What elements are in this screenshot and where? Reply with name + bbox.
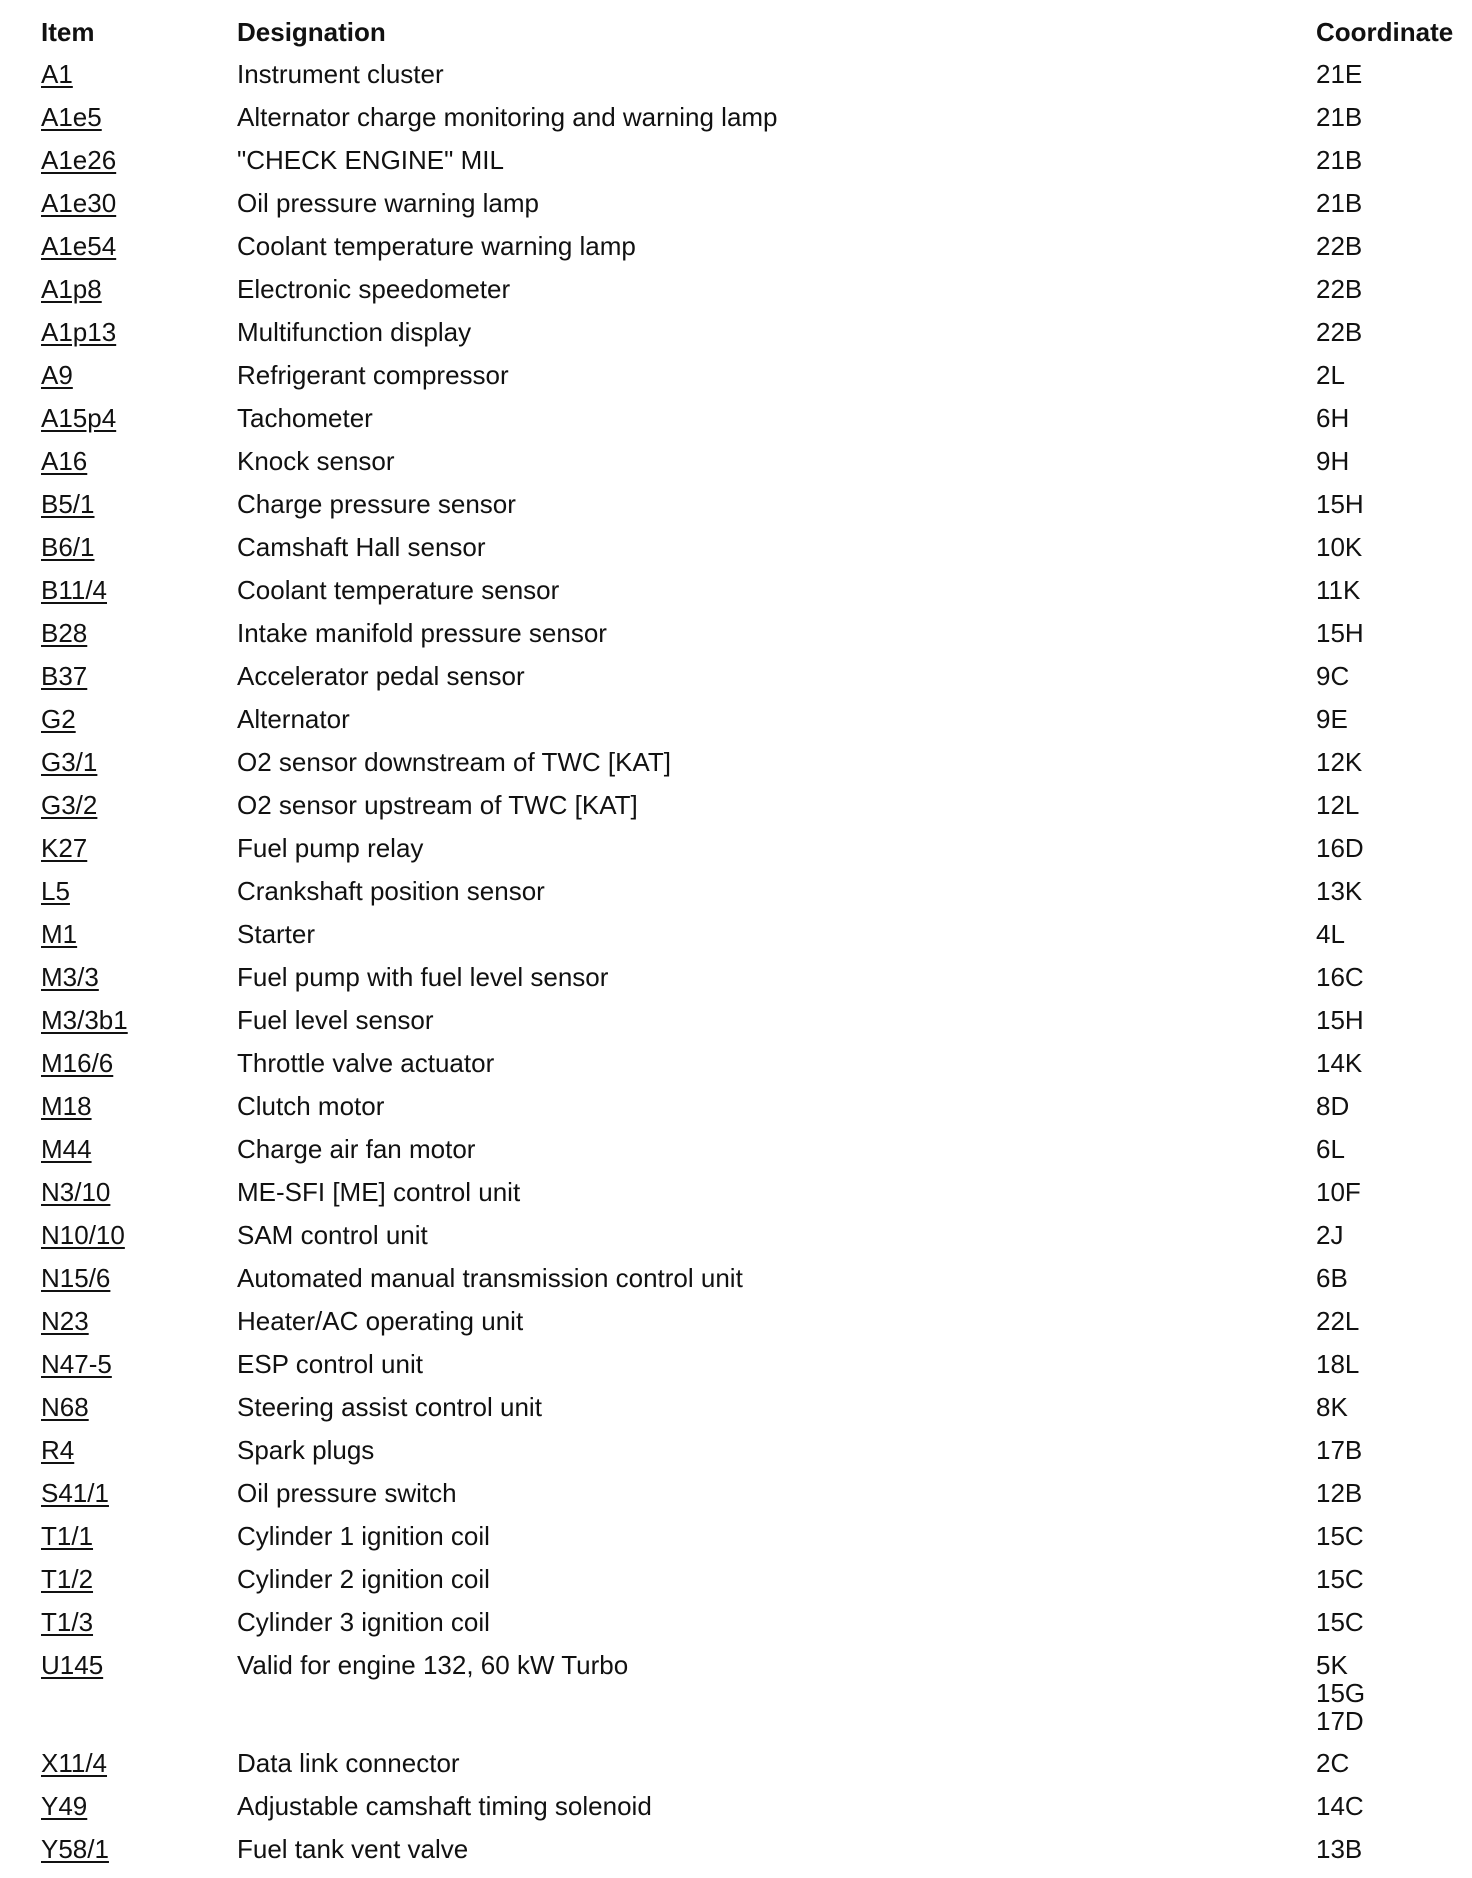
item-link[interactable]: A1e30 (41, 188, 117, 218)
table-row (41, 60, 1451, 103)
item-cell (41, 275, 237, 303)
item-cell (41, 1792, 237, 1820)
item-cell (41, 60, 237, 88)
designation-cell: O2 sensor upstream of TWC [KAT] (237, 790, 638, 820)
item-link[interactable]: X11/4 (41, 1748, 108, 1778)
coordinate-cell (1316, 576, 1451, 604)
table-row (41, 1350, 1451, 1393)
coordinate-value: 17B (1316, 1435, 1363, 1465)
designation-cell: Throttle valve actuator (237, 1048, 495, 1078)
designation-cell: Coolant temperature warning lamp (237, 231, 636, 261)
table-row (41, 1835, 1451, 1878)
coordinate-cell (1316, 146, 1451, 174)
item-link[interactable]: A15p4 (41, 403, 117, 433)
coordinate-value: 8K (1316, 1392, 1348, 1422)
item-cell (41, 361, 237, 389)
item-link[interactable]: U145 (41, 1650, 104, 1680)
item-link[interactable]: M16/6 (41, 1048, 114, 1078)
coordinate-cell (1316, 1522, 1451, 1550)
table-row (41, 1393, 1451, 1436)
item-cell (41, 318, 237, 346)
item-link[interactable]: G3/2 (41, 790, 98, 820)
table-row (41, 189, 1451, 232)
item-link[interactable]: N3/10 (41, 1177, 111, 1207)
item-cell (41, 1436, 237, 1464)
item-cell (41, 1135, 237, 1163)
item-cell (41, 1835, 237, 1863)
designation-cell: Tachometer (237, 403, 373, 433)
designation-cell: Valid for engine 132, 60 kW Turbo (237, 1650, 629, 1680)
item-cell (41, 1049, 237, 1077)
item-cell (41, 1565, 237, 1593)
coordinate-cell (1316, 1608, 1451, 1636)
coordinate-cell (1316, 1092, 1451, 1120)
designation-cell: Alternator charge monitoring and warning lamp (237, 102, 778, 132)
coordinate-value: 15C (1316, 1607, 1364, 1637)
item-link[interactable]: A1e26 (41, 145, 117, 175)
item-cell (41, 1651, 237, 1679)
coordinate-cell (1316, 232, 1451, 260)
coordinate-cell (1316, 404, 1451, 432)
table-row (41, 748, 1451, 791)
table-row (41, 447, 1451, 490)
coordinate-cell (1316, 1792, 1451, 1820)
coordinate-value: 10F (1316, 1177, 1361, 1207)
designation-cell: Oil pressure switch (237, 1478, 457, 1508)
designation-cell: SAM control unit (237, 1220, 428, 1250)
designation-cell: Clutch motor (237, 1091, 385, 1121)
item-cell (41, 877, 237, 905)
coordinate-value: 15H (1316, 1005, 1364, 1035)
designation-cell: Knock sensor (237, 446, 395, 476)
item-link[interactable]: M44 (41, 1134, 92, 1164)
coordinate-value: 21B (1316, 102, 1363, 132)
item-cell (41, 1006, 237, 1034)
coordinate-cell (1316, 1006, 1451, 1034)
designation-cell: ME-SFI [ME] control unit (237, 1177, 521, 1207)
designation-cell: Charge pressure sensor (237, 489, 516, 519)
coordinate-value: 17D (1316, 1706, 1364, 1736)
item-cell (41, 1749, 237, 1777)
header-designation: Designation (237, 17, 386, 47)
header-item: Item (41, 17, 95, 47)
coordinate-cell (1316, 490, 1451, 518)
designation-cell: Steering assist control unit (237, 1392, 542, 1422)
table-row (41, 619, 1451, 662)
item-cell (41, 1221, 237, 1249)
coordinate-cell (1316, 1307, 1451, 1335)
item-cell (41, 404, 237, 432)
coordinate-value: 21B (1316, 188, 1363, 218)
designation-cell: Accelerator pedal sensor (237, 661, 525, 691)
coordinate-value: 11K (1316, 575, 1361, 605)
coordinate-value: 2L (1316, 360, 1345, 390)
coordinate-value: 8D (1316, 1091, 1350, 1121)
coordinate-value: 6L (1316, 1134, 1345, 1164)
item-link[interactable]: S41/1 (41, 1478, 109, 1508)
item-cell (41, 1178, 237, 1206)
item-cell (41, 189, 237, 217)
coordinate-value: 12L (1316, 790, 1360, 820)
item-cell (41, 1522, 237, 1550)
coordinate-value: 21E (1316, 59, 1363, 89)
coordinate-cell (1316, 1178, 1451, 1206)
designation-cell: "CHECK ENGINE" MIL (237, 145, 504, 175)
table-row (41, 490, 1451, 533)
item-cell (41, 146, 237, 174)
item-cell (41, 705, 237, 733)
designation-cell: Instrument cluster (237, 59, 444, 89)
table-row (41, 1608, 1451, 1651)
item-cell (41, 103, 237, 131)
item-link[interactable]: T1/2 (41, 1564, 94, 1594)
coordinate-cell (1316, 748, 1451, 776)
coordinate-value: 15H (1316, 618, 1364, 648)
coordinate-cell (1316, 1436, 1451, 1464)
coordinate-value: 10K (1316, 532, 1363, 562)
table-row (41, 1135, 1451, 1178)
coordinate-value: 9E (1316, 704, 1348, 734)
item-cell (41, 791, 237, 819)
item-cell (41, 1393, 237, 1421)
item-cell (41, 533, 237, 561)
item-cell (41, 447, 237, 475)
item-link[interactable]: B11/4 (41, 575, 108, 605)
table-row (41, 1749, 1451, 1792)
coordinate-cell (1316, 1835, 1451, 1863)
item-link[interactable]: N23 (41, 1306, 89, 1336)
item-link[interactable]: M18 (41, 1091, 92, 1121)
coordinate-value: 6H (1316, 403, 1350, 433)
item-cell (41, 232, 237, 260)
coordinate-cell (1316, 318, 1451, 346)
designation-cell: Spark plugs (237, 1435, 375, 1465)
table-row (41, 404, 1451, 447)
coordinate-cell (1316, 447, 1451, 475)
item-cell (41, 748, 237, 776)
designation-cell: Cylinder 2 ignition coil (237, 1564, 490, 1594)
item-cell (41, 662, 237, 690)
table-row (41, 705, 1451, 748)
item-link[interactable]: A1 (41, 59, 73, 89)
designation-cell: Coolant temperature sensor (237, 575, 560, 605)
table-row (41, 920, 1451, 963)
item-link[interactable]: R4 (41, 1435, 75, 1465)
coordinate-cell (1316, 1135, 1451, 1163)
item-link[interactable]: A1p8 (41, 274, 102, 304)
designation-cell: Fuel tank vent valve (237, 1834, 469, 1864)
coordinate-value: 15C (1316, 1521, 1364, 1551)
designation-cell: Data link connector (237, 1748, 460, 1778)
coordinate-value: 15G (1316, 1678, 1366, 1708)
item-link[interactable]: G3/1 (41, 747, 98, 777)
item-cell (41, 1307, 237, 1335)
coordinate-cell (1316, 1749, 1451, 1777)
designation-cell: Crankshaft position sensor (237, 876, 545, 906)
item-link[interactable]: B5/1 (41, 489, 95, 519)
designation-cell: Cylinder 3 ignition coil (237, 1607, 490, 1637)
coordinate-value: 22B (1316, 231, 1363, 261)
table-row (41, 576, 1451, 619)
coordinate-value: 16C (1316, 962, 1364, 992)
item-link[interactable]: M3/3 (41, 962, 99, 992)
designation-cell: Refrigerant compressor (237, 360, 509, 390)
table-row (41, 1264, 1451, 1307)
coordinate-value: 14K (1316, 1048, 1363, 1078)
coordinate-cell (1316, 834, 1451, 862)
item-cell (41, 1479, 237, 1507)
table-row (41, 1522, 1451, 1565)
coordinate-value: 16D (1316, 833, 1364, 863)
designation-cell: O2 sensor downstream of TWC [KAT] (237, 747, 671, 777)
item-cell (41, 963, 237, 991)
coordinate-cell (1316, 619, 1451, 647)
coordinate-value: 22B (1316, 274, 1363, 304)
designation-cell: Starter (237, 919, 316, 949)
coordinate-value: 15C (1316, 1564, 1364, 1594)
table-row (41, 834, 1451, 877)
table-row (41, 1221, 1451, 1264)
coordinate-value: 2C (1316, 1748, 1350, 1778)
designation-cell: Fuel pump relay (237, 833, 424, 863)
designation-cell: Oil pressure warning lamp (237, 188, 540, 218)
item-link[interactable]: Y58/1 (41, 1834, 109, 1864)
component-legend-table (41, 17, 1454, 1878)
coordinate-cell (1316, 1479, 1451, 1507)
table-row (41, 103, 1451, 146)
table-row (41, 1792, 1451, 1835)
coordinate-cell (1316, 1049, 1451, 1077)
table-row (41, 1307, 1451, 1350)
designation-cell: Automated manual transmission control unit (237, 1263, 743, 1293)
item-link[interactable]: N47-5 (41, 1349, 112, 1379)
coordinate-value: 14C (1316, 1791, 1364, 1821)
item-link[interactable]: N68 (41, 1392, 89, 1422)
item-link[interactable]: L5 (41, 876, 70, 906)
table-row (41, 275, 1451, 318)
item-cell (41, 920, 237, 948)
designation-cell: Heater/AC operating unit (237, 1306, 524, 1336)
coordinate-cell (1316, 1565, 1451, 1593)
table-row (41, 1178, 1451, 1221)
designation-cell: Intake manifold pressure sensor (237, 618, 607, 648)
table-row (41, 963, 1451, 1006)
table-row (41, 1565, 1451, 1608)
table-row (41, 361, 1451, 404)
header-coordinate: Coordinate (1316, 17, 1454, 47)
coordinate-cell (1316, 662, 1451, 690)
coordinate-cell (1316, 1350, 1451, 1378)
item-cell (41, 1264, 237, 1292)
table-body (41, 60, 1451, 1878)
coordinate-cell (1316, 877, 1451, 905)
table-row (41, 1651, 1451, 1749)
coordinate-cell (1316, 275, 1451, 303)
item-link[interactable]: B28 (41, 618, 88, 648)
coordinate-cell (1316, 361, 1451, 389)
coordinate-cell (1316, 1393, 1451, 1421)
designation-cell: Adjustable camshaft timing solenoid (237, 1791, 652, 1821)
table-row (41, 1479, 1451, 1522)
table-row (41, 1006, 1451, 1049)
coordinate-cell (1316, 920, 1451, 948)
item-link[interactable]: N10/10 (41, 1220, 125, 1250)
item-link[interactable]: A1e54 (41, 231, 117, 261)
item-link[interactable]: A1p13 (41, 317, 117, 347)
coordinate-cell (1316, 1264, 1451, 1292)
coordinate-value: 15H (1316, 489, 1364, 519)
table-row (41, 1092, 1451, 1135)
designation-cell: Alternator (237, 704, 350, 734)
designation-cell: Multifunction display (237, 317, 472, 347)
coordinate-cell (1316, 189, 1451, 217)
item-cell (41, 619, 237, 647)
item-link[interactable]: B37 (41, 661, 88, 691)
table-header (41, 17, 1454, 60)
item-link[interactable]: G2 (41, 704, 76, 734)
table-row (41, 1049, 1451, 1092)
item-cell (41, 490, 237, 518)
item-cell (41, 1350, 237, 1378)
table-row (41, 146, 1451, 189)
coordinate-value: 6B (1316, 1263, 1348, 1293)
item-link[interactable]: A9 (41, 360, 73, 390)
coordinate-value: 18L (1316, 1349, 1360, 1379)
table-row (41, 318, 1451, 361)
table-row (41, 1436, 1451, 1479)
designation-cell: Charge air fan motor (237, 1134, 476, 1164)
coordinate-value: 9C (1316, 661, 1350, 691)
coordinate-cell (1316, 963, 1451, 991)
table-row (41, 662, 1451, 705)
item-link[interactable]: T1/3 (41, 1607, 94, 1637)
table-row (41, 791, 1451, 834)
coordinate-cell (1316, 1221, 1451, 1249)
item-cell (41, 834, 237, 862)
item-link[interactable]: Y49 (41, 1791, 88, 1821)
coordinate-value: 9H (1316, 446, 1350, 476)
designation-cell: Electronic speedometer (237, 274, 511, 304)
designation-cell: Fuel pump with fuel level sensor (237, 962, 609, 992)
coordinate-cell (1316, 60, 1451, 88)
item-link[interactable]: T1/1 (41, 1521, 94, 1551)
item-link[interactable]: B6/1 (41, 532, 95, 562)
table-row (41, 232, 1451, 275)
item-link[interactable]: N15/6 (41, 1263, 111, 1293)
coordinate-value: 5K (1316, 1650, 1348, 1680)
coordinate-value: 12K (1316, 747, 1363, 777)
item-link[interactable]: A1e5 (41, 102, 102, 132)
coordinate-value: 2J (1316, 1220, 1344, 1250)
item-link[interactable]: M3/3b1 (41, 1005, 128, 1035)
item-link[interactable]: M1 (41, 919, 78, 949)
coordinate-value: 12B (1316, 1478, 1363, 1508)
designation-cell: ESP control unit (237, 1349, 423, 1379)
coordinate-cell (1316, 103, 1451, 131)
item-link[interactable]: K27 (41, 833, 88, 863)
coordinate-cell (1316, 791, 1451, 819)
coordinate-value: 22B (1316, 317, 1363, 347)
coordinate-value: 22L (1316, 1306, 1360, 1336)
item-cell (41, 1608, 237, 1636)
coordinate-value: 4L (1316, 919, 1345, 949)
coordinate-cell (1316, 533, 1451, 561)
designation-cell: Fuel level sensor (237, 1005, 434, 1035)
item-cell (41, 576, 237, 604)
item-cell (41, 1092, 237, 1120)
coordinate-value: 21B (1316, 145, 1363, 175)
table-row (41, 533, 1451, 576)
coordinate-value: 13K (1316, 876, 1363, 906)
coordinate-cell (1316, 1651, 1451, 1735)
coordinate-value: 13B (1316, 1834, 1363, 1864)
table-row (41, 877, 1451, 920)
designation-cell: Camshaft Hall sensor (237, 532, 486, 562)
designation-cell: Cylinder 1 ignition coil (237, 1521, 490, 1551)
coordinate-cell (1316, 705, 1451, 733)
item-link[interactable]: A16 (41, 446, 88, 476)
